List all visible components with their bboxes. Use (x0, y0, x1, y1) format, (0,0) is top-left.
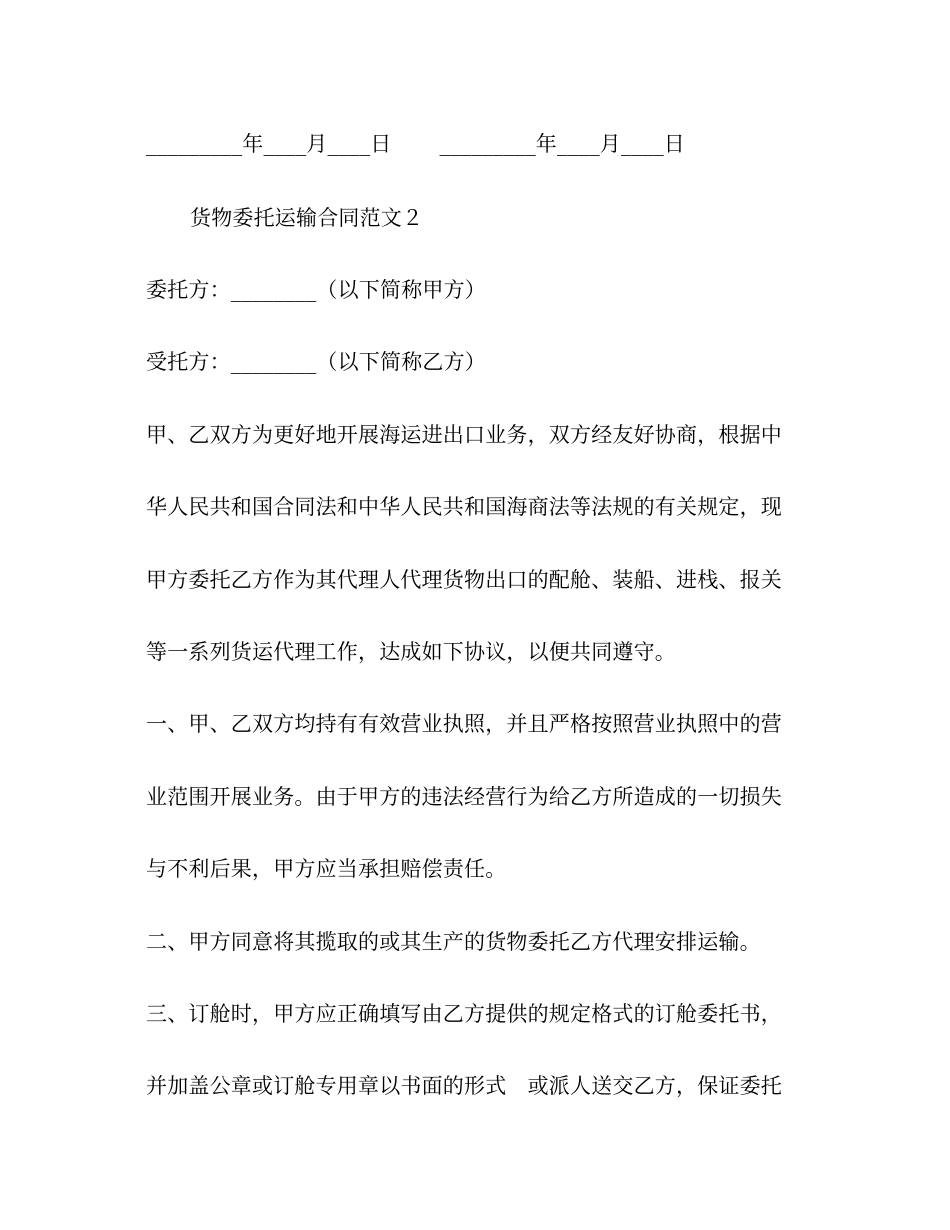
clause-3-line: 三、订舱时，甲方应正确填写由乙方提供的规定格式的订舱委托书， (146, 1002, 782, 1026)
body-line: 华人民共和国合同法和中华人民共和国海商法等法规的有关规定，现 (146, 495, 782, 519)
signature-date-right: _________年____月____日 (439, 132, 685, 156)
body-line: 甲、乙双方为更好地开展海运进出口业务，双方经友好协商，根据中 (146, 423, 782, 447)
body-line: 等一系列货运代理工作，达成如下协议，以便共同遵守。 (146, 640, 676, 664)
body-line: 甲方委托乙方作为其代理人代理货物出口的配舱、装船、进栈、报关 (146, 568, 782, 592)
clause-2-line: 二、甲方同意将其揽取的或其生产的货物委托乙方代理安排运输。 (146, 930, 761, 954)
signature-date-row (146, 130, 806, 158)
clause-1-line: 一、甲、乙双方均持有有效营业执照，并且严格按照营业执照中的营 (146, 712, 782, 736)
document-title: 货物委托运输合同范文２ (190, 206, 424, 230)
clause-1-line: 与不利后果，甲方应当承担赔偿责任。 (146, 857, 507, 881)
signature-date-left: _________年____月____日 (146, 132, 392, 156)
clause-1-line: 业范围开展业务。由于甲方的违法经营行为给乙方所造成的一切损失 (146, 785, 782, 809)
agent-line: 受托方：________（以下简称乙方） (146, 350, 486, 374)
principal-line: 委托方：________（以下简称甲方） (146, 278, 486, 302)
clause-3-line: 并加盖公章或订舱专用章以书面的形式 或派人送交乙方，保证委托 (146, 1074, 782, 1098)
